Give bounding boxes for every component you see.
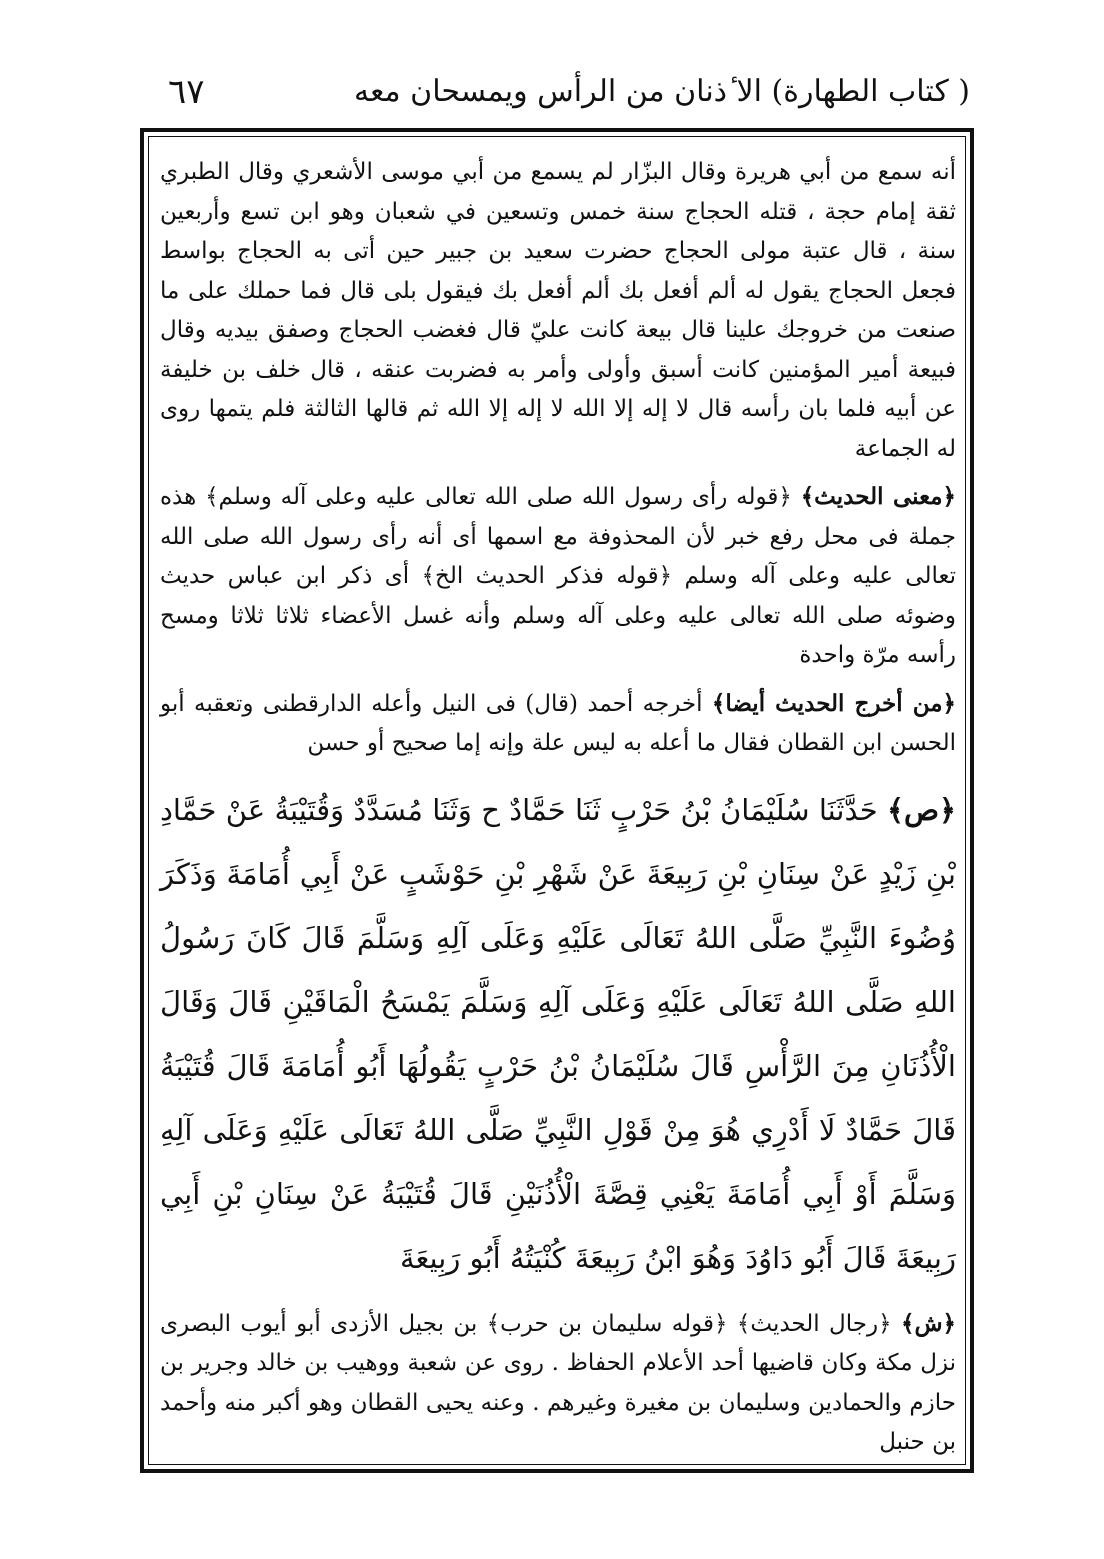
page-header: [150, 70, 970, 120]
commentary-paragraph: [160, 152, 956, 469]
commentary-paragraph: [160, 684, 956, 764]
sharh-body: ﴿رجال الحديث﴾ ﴿قوله سليمان بن حرب﴾ بن بجيل الأزدى أبو أيوب البصرى نزل مكة وكان قاضيها أحد الأعلام الحفاظ . روى عن شعبة ووهيب بن خالد وجرير بن حازم والحمادين وسليمان بن مغيرة وغيرهم . وعنه يحيى القطان وهو أكبر منه وأحمد بن حنبل: [160, 1310, 956, 1455]
section-heading: ﴿من أخرج الحديث أيضا﴾: [711, 689, 956, 717]
page-number: ٦٧: [168, 72, 205, 112]
matn-marker: ﴿ص﴾: [886, 792, 956, 827]
sharh-marker: ﴿ش﴾: [900, 1309, 956, 1337]
page-frame: [140, 128, 974, 1473]
sharh-paragraph: [160, 1304, 956, 1463]
paragraph-text: أنه سمع من أبي هريرة وقال البزّار لم يسمع من أبي موسى الأشعري وقال الطبري ثقة إمام حجة ، قتله الحجاج سنة خمس وتسعين في شعبان وهو ابن تسع وأربعين سنة ، قال عتبة مولى الحجاج حضرت سعيد بن جبير حين أتى به الحجاج بواسط فجعل الحجاج يقول له ألم أفعل بك ألم أفعل بك فيقول بلى قال فما حملك على ما صنعت من خروجك علينا قال بيعة كانت عليّ قال فغضب الحجاج وصفق بيديه وقال فبيعة أمير المؤمنين كانت أسبق وأولى وأمر به فضربت عنقه ، قال خلف بن خليفة عن أبيه فلما بان رأسه قال لا إله إلا الله لا إله إلا الله ثم قالها الثالثة فلم يتمها روى له الجماعة: [160, 159, 956, 462]
paragraph-text: أخرجه أحمد (قال) فى النيل وأعله الدارقطنى وتعقبه أبو الحسن ابن القطان فقال ما أعله به ليس علة وإنه إما صحيح أو حسن: [160, 690, 956, 756]
section-heading: ﴿معنى الحديث﴾: [800, 483, 957, 510]
hadith-body: حَدَّثَنَا سُلَيْمَانُ بْنُ حَرْبٍ ثَنَا حَمَّادٌ ح وَثَنَا مُسَدَّدٌ وَقُتَيْبَةُ عَنْ حَمَّادِ بْنِ زَيْدٍ عَنْ سِنَانِ بْنِ رَبِيعَةَ عَنْ شَهْرِ بْنِ حَوْشَبٍ عَنْ أَبِي أُمَامَةَ وَذَكَرَ وُضُوءَ النَّبِيِّ صَلَّى اللهُ تَعَالَى عَلَيْهِ وَعَلَى آلِهِ وَسَلَّمَ قَالَ كَانَ رَسُولُ اللهِ صَلَّى اللهُ تَعَالَى عَلَيْهِ وَعَلَى آلِهِ وَسَلَّمَ يَمْسَحُ الْمَاقَيْنِ قَالَ وَقَالَ الْأُذُنَانِ مِنَ الرَّأْسِ قَالَ سُلَيْمَانُ بْنُ حَرْبٍ يَقُولُهَا أَبُو أُمَامَةَ قَالَ قُتَيْبَةُ قَالَ حَمَّادٌ لَا أَدْرِي هُوَ مِنْ قَوْلِ النَّبِيِّ صَلَّى اللهُ تَعَالَى عَلَيْهِ وَعَلَى آلِهِ وَسَلَّمَ أَوْ أَبِي أُمَامَةَ يَعْنِي قِصَّةَ الْأُذُنَيْنِ قَالَ قُتَيْبَةُ عَنْ سِنَانِ بْنِ أَبِي رَبِيعَةَ قَالَ أَبُو دَاوُدَ وَهُوَ ابْنُ رَبِيعَةَ كُنْيَتُهُ أَبُو رَبِيعَةَ: [160, 792, 956, 1275]
hadith-text: [160, 778, 956, 1290]
running-title: ( كتاب الطهارة) الا ٔذنان من الرأس ويمسحان معه: [354, 74, 970, 109]
commentary-paragraph: [160, 477, 956, 676]
paragraph-text: ﴿قوله رأى رسول الله صلى الله تعالى عليه وعلى آله وسلم﴾ هذه جملة فى محل رفع خبر لأن المحذوفة مع اسمها أى أنه رأى رسول الله صلى الله تعالى عليه وعلى آله وسلم ﴿قوله فذكر الحديث الخ﴾ أى ذكر ابن عباس حديث وضوئه صلى الله تعالى عليه وعلى آله وسلم وأنه غسل الأعضاء ثلاثا ثلاثا ومسح رأسه مرّة واحدة: [160, 484, 956, 668]
page-body: [160, 152, 957, 1455]
